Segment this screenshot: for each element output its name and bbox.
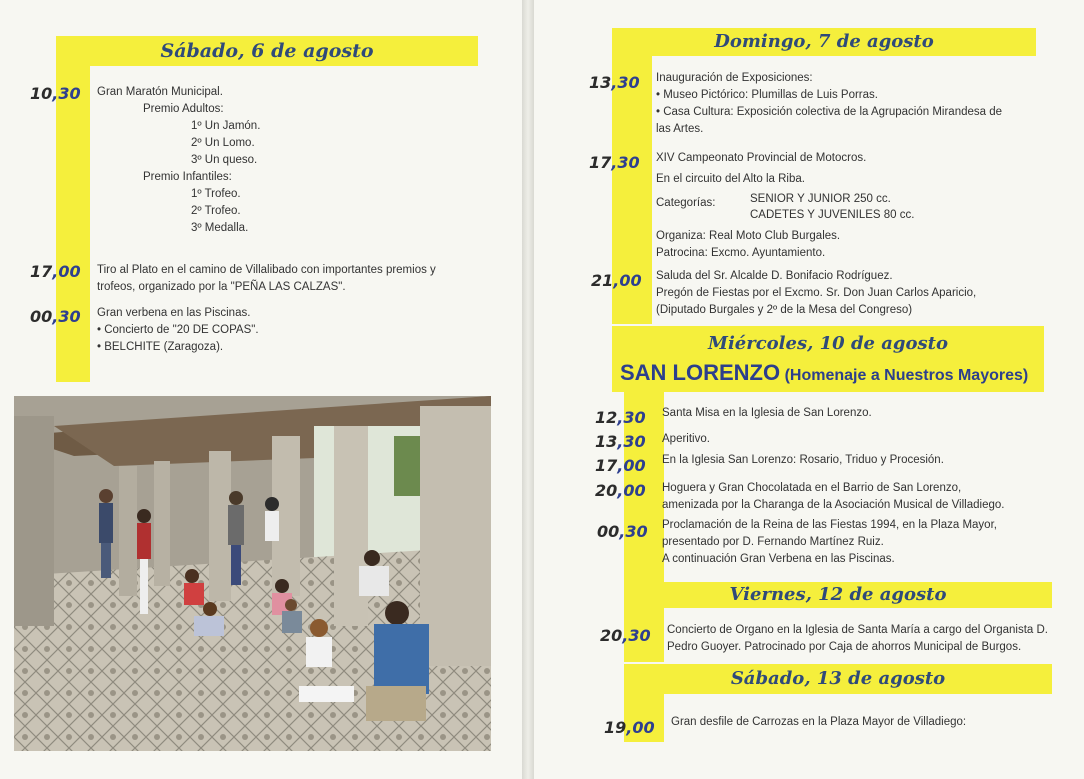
miercoles-date: Miércoles, 10 de agosto: [708, 333, 948, 354]
san-lorenzo-subtitle: (Homenaje a Nuestros Mayores): [784, 367, 1029, 384]
motocros-organiza: Organiza: Real Moto Club Burgales. Patrocina: Excmo. Ayuntamiento.: [656, 230, 841, 259]
event-santa-misa: Santa Misa en la Iglesia de San Lorenzo.: [662, 407, 872, 419]
event-hoguera: Hoguera y Gran Chocolatada en el Barrio de San Lorenzo, amenizada por la Charanga de la Asociación Musical de Villadiego.: [662, 482, 1005, 511]
time-10-30: 10,30: [30, 84, 81, 103]
time-20-30-vie: 20,30: [600, 626, 651, 645]
event-verbena: Gran verbena en las Piscinas. • Concierto de "20 DE COPAS". • BELCHITE (Zaragoza).: [97, 307, 259, 353]
time-17-30-dom: 17,30: [589, 153, 640, 172]
header-viernes-12: Viernes, 12 de agosto: [624, 582, 1052, 608]
time-13-30-dom: 13,30: [589, 73, 640, 92]
event-maraton: Gran Maratón Municipal. Premio Adultos: 1º Un Jamón. 2º Un Lomo. 3º Un queso. Premio Infantiles: 1º Trofeo. 2º Trofeo. 3º Medalla.: [97, 86, 261, 234]
time-20-00-mie: 20,00: [595, 481, 646, 500]
time-00-30: 00,30: [30, 307, 81, 326]
header-sabado-13: Sábado, 13 de agosto: [624, 664, 1052, 694]
event-rosario: En la Iglesia San Lorenzo: Rosario, Triduo y Procesión.: [662, 454, 944, 466]
event-motocros: XIV Campeonato Provincial de Motocros. En el circuito del Alto la Riba.: [656, 152, 867, 185]
time-17-00: 17,00: [30, 262, 81, 281]
san-lorenzo-heading: SAN LORENZO: [620, 360, 781, 385]
event-concierto-organo: Concierto de Organo en la Iglesia de Santa María a cargo del Organista D. Pedro Guoyer. Patrocinado por Caja de ahorros Municipal de Burgos.: [667, 624, 1048, 653]
header-domingo-7: Domingo, 7 de agosto: [612, 28, 1036, 56]
time-13-30-mie: 13,30: [595, 432, 646, 451]
arcade-photo: [14, 396, 491, 751]
event-proclamacion: Proclamación de la Reina de las Fiestas 1994, en la Plaza Mayor, presentado por D. Fernando Martínez Ruiz. A continuación Gran Verbena en las Piscinas.: [662, 519, 997, 565]
book-gutter: [522, 0, 534, 779]
event-exposiciones: Inauguración de Exposiciones: • Museo Pictórico: Plumillas de Luis Porras. • Casa Cultura: Exposición colectiva de la Agrupación Mirandesa de las Artes.: [656, 72, 1003, 135]
san-lorenzo-title: [620, 360, 1052, 390]
event-aperitivo: Aperitivo.: [662, 433, 710, 445]
motocros-categorias-label: Categorías:: [656, 197, 716, 209]
header-sabado-6: Sábado, 6 de agosto: [56, 36, 478, 66]
event-pregon: Saluda del Sr. Alcalde D. Bonifacio Rodríguez. Pregón de Fiestas por el Excmo. Sr. Don Juan Carlos Aparicio, (Diputado Burgales y 2º de la Mesa del Congreso): [656, 270, 977, 316]
photo-illustration: [14, 396, 491, 751]
time-00-30-mie: 00,30: [597, 522, 648, 541]
time-21-00-dom: 21,00: [591, 271, 642, 290]
event-tiro-plato: Tiro al Plato en el camino de Villalibado con importantes premios y trofeos, organizado por la "PEÑA LAS CALZAS".: [97, 264, 436, 293]
time-19-00-sab: 19,00: [604, 718, 655, 737]
motocros-categorias-list: SENIOR Y JUNIOR 250 cc. CADETES Y JUVENILES 80 cc.: [750, 193, 915, 221]
event-desfile-carrozas: Gran desfile de Carrozas en la Plaza Mayor de Villadiego:: [671, 716, 967, 728]
time-17-00-mie: 17,00: [595, 456, 646, 475]
time-12-30-mie: 12,30: [595, 408, 646, 427]
